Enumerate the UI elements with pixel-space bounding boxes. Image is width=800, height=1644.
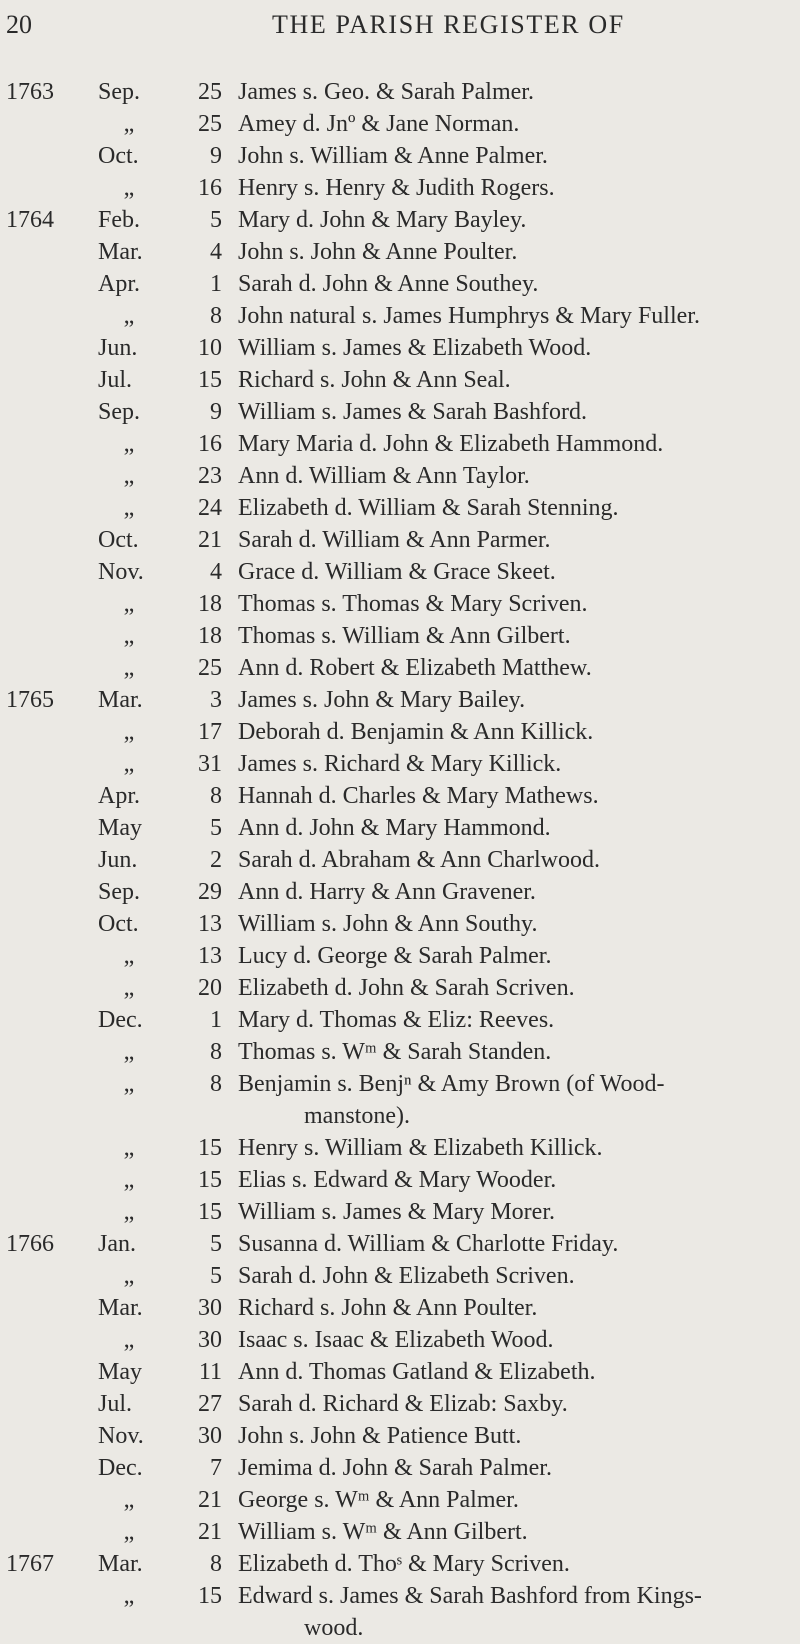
entry-text: John natural s. James Humphrys & Mary Fuller.: [238, 303, 700, 329]
entry-day: 15: [198, 1135, 222, 1161]
entry-day: 1: [210, 1007, 222, 1033]
entry-month: Mar.: [98, 1295, 143, 1321]
register-entry: [0, 1420, 800, 1452]
page-header: [0, 0, 800, 80]
register-entry: [0, 1132, 800, 1164]
entry-text: Sarah d. John & Elizabeth Scriven.: [238, 1263, 575, 1289]
entry-text: James s. Geo. & Sarah Palmer.: [238, 79, 534, 105]
entry-month: „: [123, 719, 135, 745]
entry-day: 18: [198, 591, 222, 617]
register-entry: [0, 1324, 800, 1356]
entry-record: [238, 1164, 800, 1196]
entry-day: 1: [210, 271, 222, 297]
entry-record: [238, 300, 800, 332]
entry-text: Lucy d. George & Sarah Palmer.: [238, 943, 552, 969]
register-entry: [0, 1548, 800, 1580]
register-entry: [0, 780, 800, 812]
register-entry: [0, 1356, 800, 1388]
entry-record: [238, 940, 800, 972]
entry-day: 16: [198, 175, 222, 201]
entry-text: Ann d. Thomas Gatland & Elizabeth.: [238, 1359, 596, 1385]
entry-record: [238, 428, 800, 460]
entry-month: „: [123, 1487, 135, 1513]
entry-day: 18: [198, 623, 222, 649]
entry-record: [238, 460, 800, 492]
entry-record: [238, 1036, 800, 1068]
entry-day: 9: [210, 399, 222, 425]
entry-month: Oct.: [98, 143, 139, 169]
entry-record: [238, 332, 800, 364]
entry-day: 25: [198, 111, 222, 137]
entry-record: [238, 108, 800, 140]
register-entry: [0, 140, 800, 172]
entry-day: 17: [198, 719, 222, 745]
entry-record: [238, 908, 800, 940]
register-entry: [0, 1164, 800, 1196]
entry-month: Dec.: [98, 1007, 143, 1033]
register-entry: [0, 396, 800, 428]
register-entry: [0, 684, 800, 716]
entry-text: Hannah d. Charles & Mary Mathews.: [238, 783, 599, 809]
entry-month: „: [123, 1327, 135, 1353]
entry-record: [238, 1516, 800, 1548]
register-entry: [0, 588, 800, 620]
entry-record: [238, 1228, 800, 1260]
entry-text: James s. John & Mary Bailey.: [238, 687, 526, 713]
entry-text: Ann d. William & Ann Taylor.: [238, 463, 530, 489]
register-entry: [0, 716, 800, 748]
entry-day: 29: [198, 879, 222, 905]
entry-month: „: [123, 463, 135, 489]
entry-day: 15: [198, 1199, 222, 1225]
entry-text: Thomas s. Thomas & Mary Scriven.: [238, 591, 588, 617]
register-entry: [0, 1452, 800, 1484]
entry-day: 15: [198, 1583, 222, 1609]
entry-month: Oct.: [98, 911, 139, 937]
entry-record: [238, 620, 800, 652]
entry-record: [238, 236, 800, 268]
entry-month: „: [123, 495, 135, 521]
entry-day: 8: [210, 1039, 222, 1065]
entry-text-continuation: wood.: [304, 1615, 364, 1641]
entry-month: Nov.: [98, 1423, 144, 1449]
register-entry: [0, 876, 800, 908]
entry-text: Elias s. Edward & Mary Wooder.: [238, 1167, 557, 1193]
register-entry: [0, 1580, 800, 1644]
entry-record: [238, 1196, 800, 1228]
entry-month: „: [123, 431, 135, 457]
entry-month: Feb.: [98, 207, 140, 233]
register-entry: [0, 844, 800, 876]
entry-day: 20: [198, 975, 222, 1001]
entry-day: 13: [198, 943, 222, 969]
entry-record: [238, 1484, 800, 1516]
entry-text: Mary d. Thomas & Eliz: Reeves.: [238, 1007, 555, 1033]
register-entry: [0, 428, 800, 460]
entry-day: 15: [198, 367, 222, 393]
entry-day: 13: [198, 911, 222, 937]
entry-day: 21: [198, 527, 222, 553]
entry-text: Sarah d. William & Ann Parmer.: [238, 527, 551, 553]
entry-text: William s. Wᵐ & Ann Gilbert.: [238, 1519, 528, 1545]
entry-record: [238, 716, 800, 748]
register-entry: [0, 748, 800, 780]
entry-text-continuation: manstone).: [304, 1103, 410, 1129]
entry-day: 5: [210, 815, 222, 841]
entry-record: [238, 1356, 800, 1388]
entry-text: Grace d. William & Grace Skeet.: [238, 559, 556, 585]
entry-month: „: [123, 1039, 135, 1065]
entry-record: [238, 812, 800, 844]
entry-text: Susanna d. William & Charlotte Friday.: [238, 1231, 619, 1257]
entry-month: May: [98, 815, 142, 841]
entry-month: Nov.: [98, 559, 144, 585]
entry-day: 8: [210, 1071, 222, 1097]
entry-day: 30: [198, 1295, 222, 1321]
entry-record: [238, 1292, 800, 1324]
entry-text: Elizabeth d. John & Sarah Scriven.: [238, 975, 575, 1001]
entry-text: James s. Richard & Mary Killick.: [238, 751, 562, 777]
entry-day: 25: [198, 655, 222, 681]
register-entry: [0, 1292, 800, 1324]
entry-text: William s. James & Elizabeth Wood.: [238, 335, 592, 361]
entry-text: Ann d. John & Mary Hammond.: [238, 815, 551, 841]
entry-text: Richard s. John & Ann Poulter.: [238, 1295, 538, 1321]
entry-month: Jan.: [98, 1231, 136, 1257]
register-entry: [0, 812, 800, 844]
entry-month: Apr.: [98, 271, 140, 297]
entry-text: John s. John & Anne Poulter.: [238, 239, 518, 265]
entry-day: 4: [210, 239, 222, 265]
entry-text: Ann d. Robert & Elizabeth Matthew.: [238, 655, 592, 681]
entry-text: Henry s. Henry & Judith Rogers.: [238, 175, 555, 201]
entry-month: „: [123, 655, 135, 681]
entry-day: 27: [198, 1391, 222, 1417]
entry-record: [238, 652, 800, 684]
entry-day: 11: [198, 1359, 222, 1385]
register-entry: [0, 76, 800, 108]
entry-text: Mary Maria d. John & Elizabeth Hammond.: [238, 431, 664, 457]
register-entry: [0, 1036, 800, 1068]
register-entry: [0, 108, 800, 140]
entry-record: [238, 268, 800, 300]
entry-day: 5: [210, 207, 222, 233]
entry-day: 7: [210, 1455, 222, 1481]
entry-record: [238, 396, 800, 428]
entry-text: Sarah d. John & Anne Southey.: [238, 271, 539, 297]
entry-month: „: [123, 1167, 135, 1193]
register-entry: [0, 1388, 800, 1420]
entry-text: Richard s. John & Ann Seal.: [238, 367, 511, 393]
entry-record: [238, 140, 800, 172]
entry-text: Thomas s. William & Ann Gilbert.: [238, 623, 571, 649]
entry-record: [238, 1132, 800, 1164]
register-entry: [0, 300, 800, 332]
entry-month: Dec.: [98, 1455, 143, 1481]
entry-day: 5: [210, 1263, 222, 1289]
register-entry: [0, 268, 800, 300]
register-entry: [0, 556, 800, 588]
entry-record: [238, 972, 800, 1004]
entry-text: William s. James & Sarah Bashford.: [238, 399, 587, 425]
entry-day: 8: [210, 783, 222, 809]
entry-month: „: [123, 751, 135, 777]
register-entry: [0, 1196, 800, 1228]
entry-record: [238, 1452, 800, 1484]
entry-text: William s. John & Ann Southy.: [238, 911, 538, 937]
entry-day: 3: [210, 687, 222, 713]
entry-text: Thomas s. Wᵐ & Sarah Standen.: [238, 1039, 552, 1065]
entry-year: 1763: [6, 79, 54, 105]
entry-month: Apr.: [98, 783, 140, 809]
register-entry: [0, 1484, 800, 1516]
entry-month: Jun.: [98, 847, 138, 873]
entry-record: [238, 524, 800, 556]
register-entry: [0, 236, 800, 268]
entry-record: [238, 1260, 800, 1292]
register-entry: [0, 460, 800, 492]
register-entry: [0, 524, 800, 556]
register-entry: [0, 364, 800, 396]
register-entry: [0, 204, 800, 236]
entry-text: John s. William & Anne Palmer.: [238, 143, 548, 169]
entry-text: Benjamin s. Benjⁿ & Amy Brown (of Wood-: [238, 1071, 665, 1097]
entry-text: Elizabeth d. William & Sarah Stenning.: [238, 495, 619, 521]
entry-day: 4: [210, 559, 222, 585]
entry-text: Edward s. James & Sarah Bashford from Kings-: [238, 1583, 702, 1609]
entry-day: 21: [198, 1487, 222, 1513]
entry-text: Ann d. Harry & Ann Gravener.: [238, 879, 536, 905]
entry-month: Mar.: [98, 239, 143, 265]
entry-month: „: [123, 975, 135, 1001]
register-entry: [0, 1516, 800, 1548]
entry-text: Jemima d. John & Sarah Palmer.: [238, 1455, 552, 1481]
entry-year: 1764: [6, 207, 54, 233]
entry-record: [238, 1548, 800, 1580]
register-entry: [0, 1260, 800, 1292]
entry-month: Oct.: [98, 527, 139, 553]
entry-record: [238, 492, 800, 524]
entry-record: [238, 364, 800, 396]
entry-text: William s. James & Mary Morer.: [238, 1199, 555, 1225]
entry-month: „: [123, 175, 135, 201]
entry-record: [238, 780, 800, 812]
entry-text: Sarah d. Abraham & Ann Charlwood.: [238, 847, 600, 873]
entry-day: 16: [198, 431, 222, 457]
entry-text: Henry s. William & Elizabeth Killick.: [238, 1135, 603, 1161]
register-entry: [0, 172, 800, 204]
entry-day: 25: [198, 79, 222, 105]
entry-month: „: [123, 1135, 135, 1161]
register-entry: [0, 908, 800, 940]
entry-day: 8: [210, 1551, 222, 1577]
entry-day: 10: [198, 335, 222, 361]
entry-record: [238, 1068, 800, 1132]
register-entry: [0, 940, 800, 972]
register-entry: [0, 492, 800, 524]
entry-record: [238, 1388, 800, 1420]
entry-record: [238, 1004, 800, 1036]
entry-month: Sep.: [98, 79, 140, 105]
entry-day: 21: [198, 1519, 222, 1545]
entry-text: George s. Wᵐ & Ann Palmer.: [238, 1487, 519, 1513]
baptism-register: [0, 76, 800, 1644]
entry-text: Deborah d. Benjamin & Ann Killick.: [238, 719, 594, 745]
entry-day: 24: [198, 495, 222, 521]
entry-month: Sep.: [98, 879, 140, 905]
entry-record: [238, 588, 800, 620]
entry-day: 23: [198, 463, 222, 489]
entry-day: 31: [198, 751, 222, 777]
entry-year: 1767: [6, 1551, 54, 1577]
entry-month: „: [123, 111, 135, 137]
entry-day: 30: [198, 1423, 222, 1449]
entry-text: Elizabeth d. Thoˢ & Mary Scriven.: [238, 1551, 570, 1577]
entry-month: „: [123, 303, 135, 329]
entry-month: Sep.: [98, 399, 140, 425]
page-number: 20: [6, 10, 32, 39]
entry-text: Isaac s. Isaac & Elizabeth Wood.: [238, 1327, 554, 1353]
entry-day: 15: [198, 1167, 222, 1193]
entry-text: Mary d. John & Mary Bayley.: [238, 207, 527, 233]
entry-month: „: [123, 943, 135, 969]
entry-text: Amey d. Jnº & Jane Norman.: [238, 111, 520, 137]
entry-record: [238, 556, 800, 588]
entry-day: 8: [210, 303, 222, 329]
entry-text: John s. John & Patience Butt.: [238, 1423, 522, 1449]
register-entry: [0, 1228, 800, 1260]
entry-month: Jun.: [98, 335, 138, 361]
entry-record: [238, 1324, 800, 1356]
entry-text: Sarah d. Richard & Elizab: Saxby.: [238, 1391, 568, 1417]
entry-month: „: [123, 591, 135, 617]
entry-month: „: [123, 1583, 135, 1609]
entry-record: [238, 172, 800, 204]
entry-month: „: [123, 1199, 135, 1225]
entry-record: [238, 1420, 800, 1452]
entry-day: 5: [210, 1231, 222, 1257]
entry-year: 1766: [6, 1231, 54, 1257]
register-entry: [0, 972, 800, 1004]
register-entry: [0, 1004, 800, 1036]
register-entry: [0, 332, 800, 364]
entry-month: „: [123, 623, 135, 649]
entry-record: [238, 204, 800, 236]
entry-record: [238, 844, 800, 876]
entry-record: [238, 684, 800, 716]
running-title: THE PARISH REGISTER OF: [272, 10, 625, 39]
entry-month: May: [98, 1359, 142, 1385]
entry-month: „: [123, 1071, 135, 1097]
entry-record: [238, 748, 800, 780]
entry-day: 9: [210, 143, 222, 169]
entry-record: [238, 876, 800, 908]
entry-year: 1765: [6, 687, 54, 713]
entry-record: [238, 1580, 800, 1644]
entry-month: Jul.: [98, 1391, 133, 1417]
entry-month: „: [123, 1519, 135, 1545]
register-entry: [0, 652, 800, 684]
register-entry: [0, 620, 800, 652]
register-entry: [0, 1068, 800, 1132]
entry-month: Mar.: [98, 687, 143, 713]
entry-month: Mar.: [98, 1551, 143, 1577]
entry-month: Jul.: [98, 367, 133, 393]
entry-month: „: [123, 1263, 135, 1289]
entry-day: 30: [198, 1327, 222, 1353]
entry-record: [238, 76, 800, 108]
entry-day: 2: [210, 847, 222, 873]
